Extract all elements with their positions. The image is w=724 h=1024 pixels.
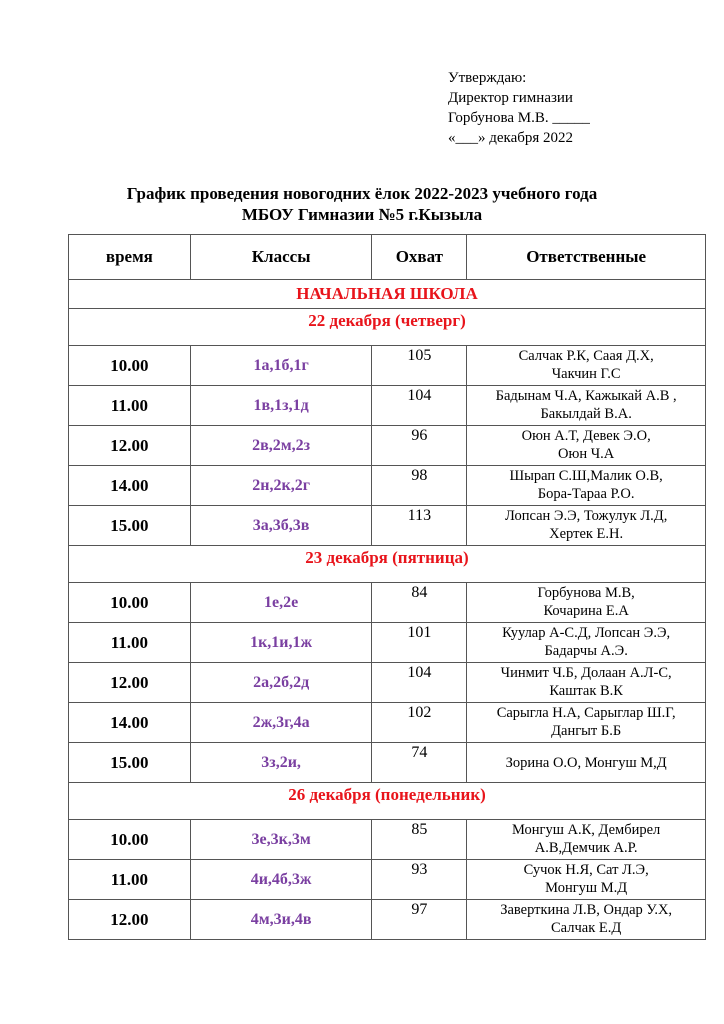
time-cell: 11.00 [69,386,191,426]
responsible-cell [467,466,706,506]
table-row [69,386,706,426]
title-line-1: График проведения новогодних ёлок 2022-2023 учебного года [126,184,598,203]
table-row [69,426,706,466]
header-row [69,235,706,280]
approval-line: Директор гимназии [448,90,573,106]
responsible-cell [467,820,706,860]
count-cell: 85 [372,820,467,860]
time-cell: 11.00 [69,860,191,900]
responsible-line: Оюн А.Т, Девек Э.О, [521,428,651,444]
responsible-line: Оюн Ч.А [558,446,615,462]
responsible-line: Бадынам Ч.А, Кажыкай А.В , [495,388,677,404]
responsible-line: Каштак В.К [549,683,623,699]
count-cell: 105 [372,346,467,386]
classes-cell: 1е,2е [190,583,372,623]
time-cell: 12.00 [69,663,191,703]
table-row [69,663,706,703]
document-title [0,183,724,225]
classes-cell: 4и,4б,3ж [190,860,372,900]
table-row [69,346,706,386]
responsible-line: Горбунова М.В, [537,585,635,601]
table-row [69,743,706,783]
table-row [69,506,706,546]
title-line-2: МБОУ Гимназии №5 г.Кызыла [241,205,483,224]
time-cell: 11.00 [69,623,191,663]
header-responsible: Ответственные [467,235,706,280]
count-cell: 104 [372,663,467,703]
classes-cell: 3е,3к,3м [190,820,372,860]
time-cell: 15.00 [69,743,191,783]
classes-cell: 4м,3и,4в [190,900,372,940]
approval-line: «___» декабря 2022 [448,130,574,146]
table-row [69,860,706,900]
count-cell: 113 [372,506,467,546]
count-cell: 98 [372,466,467,506]
responsible-line: Дангыт Б.Б [551,723,622,739]
time-cell: 12.00 [69,426,191,466]
table-row [69,900,706,940]
classes-cell: 2ж,3г,4а [190,703,372,743]
responsible-line: Куулар А-С.Д, Лопсан Э.Э, [502,625,671,641]
responsible-cell [467,506,706,546]
section-title: НАЧАЛЬНАЯ ШКОЛА [69,280,706,309]
table-row [69,820,706,860]
header-classes: Классы [190,235,372,280]
responsible-line: Кочарина Е.А [543,603,629,619]
responsible-cell [467,663,706,703]
header-count: Охват [372,235,467,280]
classes-cell: 2в,2м,2з [190,426,372,466]
table-row [69,703,706,743]
approval-line: Утверждаю: [448,70,527,86]
approval-line: Горбунова М.В. _____ [448,110,590,126]
count-cell: 93 [372,860,467,900]
responsible-line: Чинмит Ч.Б, Долаан А.Л-С, [500,665,672,681]
date-title: 23 декабря (пятница) [69,546,706,583]
classes-cell: 3а,3б,3в [190,506,372,546]
date-row [69,546,706,583]
header-time: время [69,235,191,280]
responsible-line: Зорина О.О, Монгуш М,Д [505,755,667,771]
table-row [69,583,706,623]
classes-cell: 1в,1з,1д [190,386,372,426]
date-title: 26 декабря (понедельник) [69,783,706,820]
time-cell: 15.00 [69,506,191,546]
responsible-line: Шырап С.Ш,Малик О.В, [509,468,663,484]
responsible-line: Сучок Н.Я, Сат Л.Э, [523,862,649,878]
count-cell: 97 [372,900,467,940]
date-row [69,309,706,346]
count-cell: 84 [372,583,467,623]
count-cell: 104 [372,386,467,426]
responsible-line: Лопсан Э.Э, Тожулук Л.Д, [504,508,668,524]
responsible-cell [467,583,706,623]
responsible-line: Бора-Тараа Р.О. [537,486,635,502]
time-cell: 14.00 [69,466,191,506]
section-row [69,280,706,309]
time-cell: 12.00 [69,900,191,940]
table-row [69,623,706,663]
responsible-cell [467,860,706,900]
classes-cell: 2а,2б,2д [190,663,372,703]
date-title: 22 декабря (четверг) [69,309,706,346]
responsible-line: Монгуш А.К, Дембирел [512,822,661,838]
approval-block [448,68,590,148]
responsible-line: Монгуш М.Д [545,880,628,896]
date-row [69,783,706,820]
time-cell: 10.00 [69,583,191,623]
responsible-line: Хертек Е.Н. [549,526,624,542]
responsible-cell [467,346,706,386]
responsible-line: А.В,Демчик А.Р. [534,840,638,856]
table-row [69,466,706,506]
responsible-line: Заверткина Л.В, Ондар У.Х, [500,902,673,918]
responsible-line: Салчак Р.К, Саая Д.Х, [518,348,654,364]
classes-cell: 3з,2и, [190,743,372,783]
responsible-cell [467,743,706,783]
classes-cell: 2н,2к,2г [190,466,372,506]
classes-cell: 1к,1и,1ж [190,623,372,663]
schedule-table [68,234,706,940]
responsible-cell [467,623,706,663]
count-cell: 102 [372,703,467,743]
classes-cell: 1а,1б,1г [190,346,372,386]
time-cell: 10.00 [69,346,191,386]
count-cell: 96 [372,426,467,466]
responsible-line: Бадарчы А.Э. [544,643,628,659]
responsible-line: Бакылдай В.А. [540,406,632,422]
time-cell: 10.00 [69,820,191,860]
responsible-cell [467,426,706,466]
responsible-line: Чакчин Г.С [551,366,621,382]
time-cell: 14.00 [69,703,191,743]
responsible-cell [467,386,706,426]
count-cell: 101 [372,623,467,663]
responsible-line: Салчак Е.Д [551,920,622,936]
count-cell: 74 [372,743,467,783]
responsible-cell [467,900,706,940]
responsible-cell [467,703,706,743]
responsible-line: Сарыгла Н.А, Сарыглар Ш.Г, [496,705,676,721]
